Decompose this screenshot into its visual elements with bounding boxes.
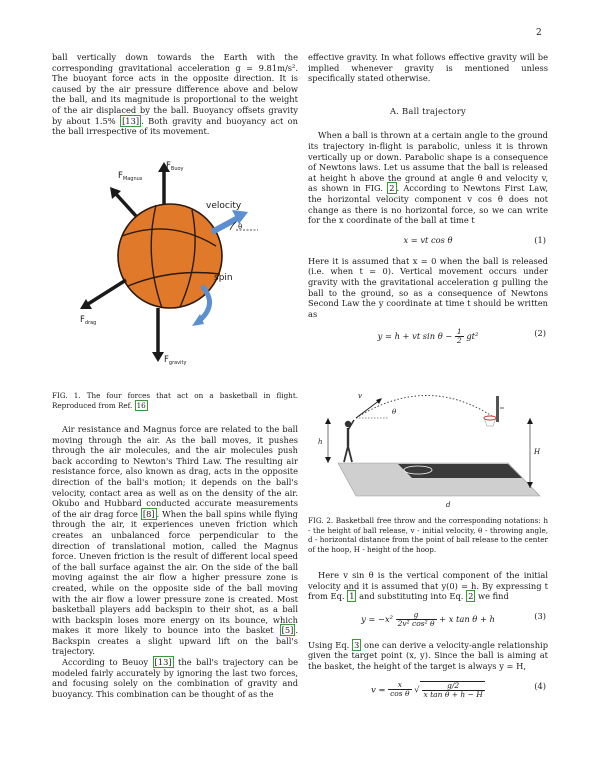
dimension-h-arrow-top xyxy=(325,418,331,424)
paragraph-text: . Both gravity and buoyancy act on the ball irrespective of its movement. xyxy=(52,115,298,137)
fraction xyxy=(388,681,411,698)
left-column-bottom xyxy=(52,424,298,699)
label-v: v xyxy=(358,392,362,400)
magnus-arrow xyxy=(116,194,136,216)
paragraph-text: one can derive a velocity-angle relationship given the target point (x, y). Since the ball is aiming at the basket, the height of the target is always y = H, xyxy=(308,639,549,671)
sqrt-body xyxy=(420,681,485,699)
label-theta: θ xyxy=(238,223,243,231)
figure-1-basketball-forces xyxy=(52,158,298,378)
left-column-top xyxy=(52,52,298,137)
paragraph xyxy=(52,424,298,657)
equation-number: (4) xyxy=(534,680,546,691)
label-buoy: $F_{Buoy}$ xyxy=(166,161,184,172)
paragraph xyxy=(52,657,298,699)
paragraph-text: . When the ball spins while flying through the air, it experiences uneven friction which creates an unbalanced force perpendicular to the direction of translational motion, called the Magnus force. Uneven friction is the result of different local speed of the ball surface against the air. On the side of the ball moving against the air flow a higher pressure zone is created, while on the opposite side of the ball moving with the air flow a lower pressure zone is created. Most basketball players add backspin to their shot, as a ball with backspin loses more energy on its bounce, which makes it more likely to bounce into the basket xyxy=(52,508,298,636)
citation-link[interactable]: 2 xyxy=(389,183,395,194)
citation-link[interactable]: 2 xyxy=(468,591,474,602)
paragraph-text: Using Eq. xyxy=(308,639,350,650)
paragraph-text: Air resistance and Magnus force are related to the ball moving through the air. As the ball moves, it pushes through the air molecules, and the air molecules push back according to Newton's Third Law. The resulting air resistance force, also known as drag, acts in the opposite direction of the ball's motion; it depends on the ball's velocity, contact area as well as on the density of the air. Okubo and Hubbard conducted accurate measurements of the air drag force xyxy=(52,424,298,519)
label-H: H xyxy=(534,448,541,456)
denominator: x tan θ + h − H xyxy=(423,689,483,699)
citation-link[interactable]: 3 xyxy=(354,639,360,650)
denominator: 2 xyxy=(456,336,462,346)
player-leg xyxy=(344,446,348,462)
right-column-bottom xyxy=(308,570,548,710)
equation-part: + x tan θ + h xyxy=(439,613,495,624)
ball-trajectory xyxy=(356,395,492,418)
paragraph-text: the ball's trajectory can be modeled fairly accurately by ignoring the last two forces, and focusing solely on the combination of gravity and buoyancy. This combination can be thought of as the xyxy=(52,657,298,699)
equation-part: y = h + vt sin θ − xyxy=(377,331,453,342)
denominator: 2v² cos² θ xyxy=(397,618,435,628)
fraction xyxy=(455,328,464,345)
paragraph-text: According to Beuoy xyxy=(62,657,149,668)
paragraph xyxy=(308,570,548,602)
label-spin: spin xyxy=(214,273,233,283)
paragraph-text: Here v sin θ is the vertical component of the initial velocity and it is assumed that y(0) = h. By expressing t from Eq. xyxy=(308,570,548,602)
label-velocity: velocity xyxy=(206,201,242,211)
paragraph xyxy=(308,130,548,225)
label-theta: θ xyxy=(392,408,397,416)
velocity-vector-head xyxy=(376,398,382,404)
equation-part: v = xyxy=(371,684,386,695)
numerator: g xyxy=(396,611,437,620)
velocity-arrow xyxy=(212,218,238,232)
paragraph xyxy=(308,640,548,672)
dimension-h-arrow-bottom xyxy=(325,457,331,463)
label-gravity: $F_{gravity}$ xyxy=(164,355,187,366)
equation-body xyxy=(308,681,548,699)
fraction xyxy=(422,682,485,699)
label-d: d xyxy=(446,501,451,509)
paragraph-text: When a ball is thrown at a certain angle to the ground its trajectory in-flight is parabolic, unless it is thrown vertically up or down. Parabolic shape is a consequence of Newtons laws. Let us assume that the ball is released at height h above the ground at angle θ and velocity v, as shown in FIG. xyxy=(308,130,548,194)
caption-text: FIG. 1. The four forces that act on a basketball in flight. Reproduced from Ref. xyxy=(52,391,298,410)
equation-number: (1) xyxy=(534,234,546,245)
equation-number: (2) xyxy=(534,328,546,339)
figure-1-caption xyxy=(52,391,298,410)
label-h: h xyxy=(318,438,323,446)
equation-2 xyxy=(308,325,548,351)
equation-body xyxy=(308,611,548,628)
paragraph: effective gravity. In what follows effective gravity will be implied whenever gravity is mentioned unless specifically stated otherwise. xyxy=(308,52,548,84)
equation-number: (3) xyxy=(534,610,546,621)
citation-link[interactable]: [13] xyxy=(122,115,140,126)
figure-2-caption: FIG. 2. Basketball free throw and the corresponding notations: h - the height of ball release, v - initial velocity, θ - throwing angle, d - horizontal distance from the point of ball release to the center of the hoop, H - height of the hoop. xyxy=(308,516,548,554)
citation-link[interactable]: [8] xyxy=(142,508,155,519)
paragraph-text: ball vertically down towards the Earth with the corresponding gravitational acceleration g = 9.81m/s². The buoyant force acts in the opposite direction. It is caused by the air pressure difference above and below the ball, and its magnitude is proportional to the weight of the air displaced by the ball. Buoyancy offsets gravity by about 1.5% xyxy=(52,52,298,126)
equation-body xyxy=(308,328,548,345)
equation-1 xyxy=(308,232,548,250)
denominator: cos θ xyxy=(390,689,410,699)
equation-body: x = vt cos θ xyxy=(403,234,453,245)
right-column-top xyxy=(308,52,548,357)
fraction xyxy=(396,611,437,628)
equation-3 xyxy=(308,608,548,634)
velocity-vector xyxy=(356,400,380,418)
player-leg xyxy=(348,446,352,462)
paragraph-text: . Backspin creates a slight upward lift on the ball's trajectory. xyxy=(52,625,298,657)
hoop-rim xyxy=(484,416,496,420)
paragraph xyxy=(52,52,298,137)
gravity-arrowhead xyxy=(152,352,164,362)
figure-2-free-throw xyxy=(308,388,548,513)
equation-part: y = −x² xyxy=(361,613,393,624)
label-magnus: $F_{Magnus}$ xyxy=(118,171,143,182)
section-title: A. Ball trajectory xyxy=(390,105,466,116)
citation-link[interactable]: 1 xyxy=(349,591,355,602)
page-number: 2 xyxy=(536,28,542,38)
numerator: x xyxy=(388,681,411,690)
dimension-H-arrow-top xyxy=(527,418,533,424)
paragraph-text: and substituting into Eq. xyxy=(356,591,464,602)
numerator: g/2 xyxy=(422,682,485,691)
sqrt-sign: √ xyxy=(414,684,420,695)
equation-4 xyxy=(308,678,548,704)
paragraph-text: we find xyxy=(475,591,509,602)
numerator: 1 xyxy=(456,327,462,337)
citation-link[interactable]: [5] xyxy=(281,625,294,636)
paragraph-text: . According to Newtons First Law, the horizontal velocity component v cos θ does not change as there is no horizontal force, so we can write for the x coordinate of the ball at time t xyxy=(308,183,548,226)
citation-link[interactable]: [13] xyxy=(154,657,172,668)
drag-arrow xyxy=(88,280,126,304)
equation-part: gt² xyxy=(466,331,479,342)
paragraph: Here it is assumed that x = 0 when the ball is released (i.e. when t = 0). Vertical movement occurs under gravity with the gravitational acceleration g pulling the ball to the ground, so as a consequence of Newtons Second Law the y coordinate at time t should be written as xyxy=(308,255,548,319)
citation-link[interactable]: 16 xyxy=(136,400,146,410)
label-drag: $F_{drag}$ xyxy=(80,315,97,326)
